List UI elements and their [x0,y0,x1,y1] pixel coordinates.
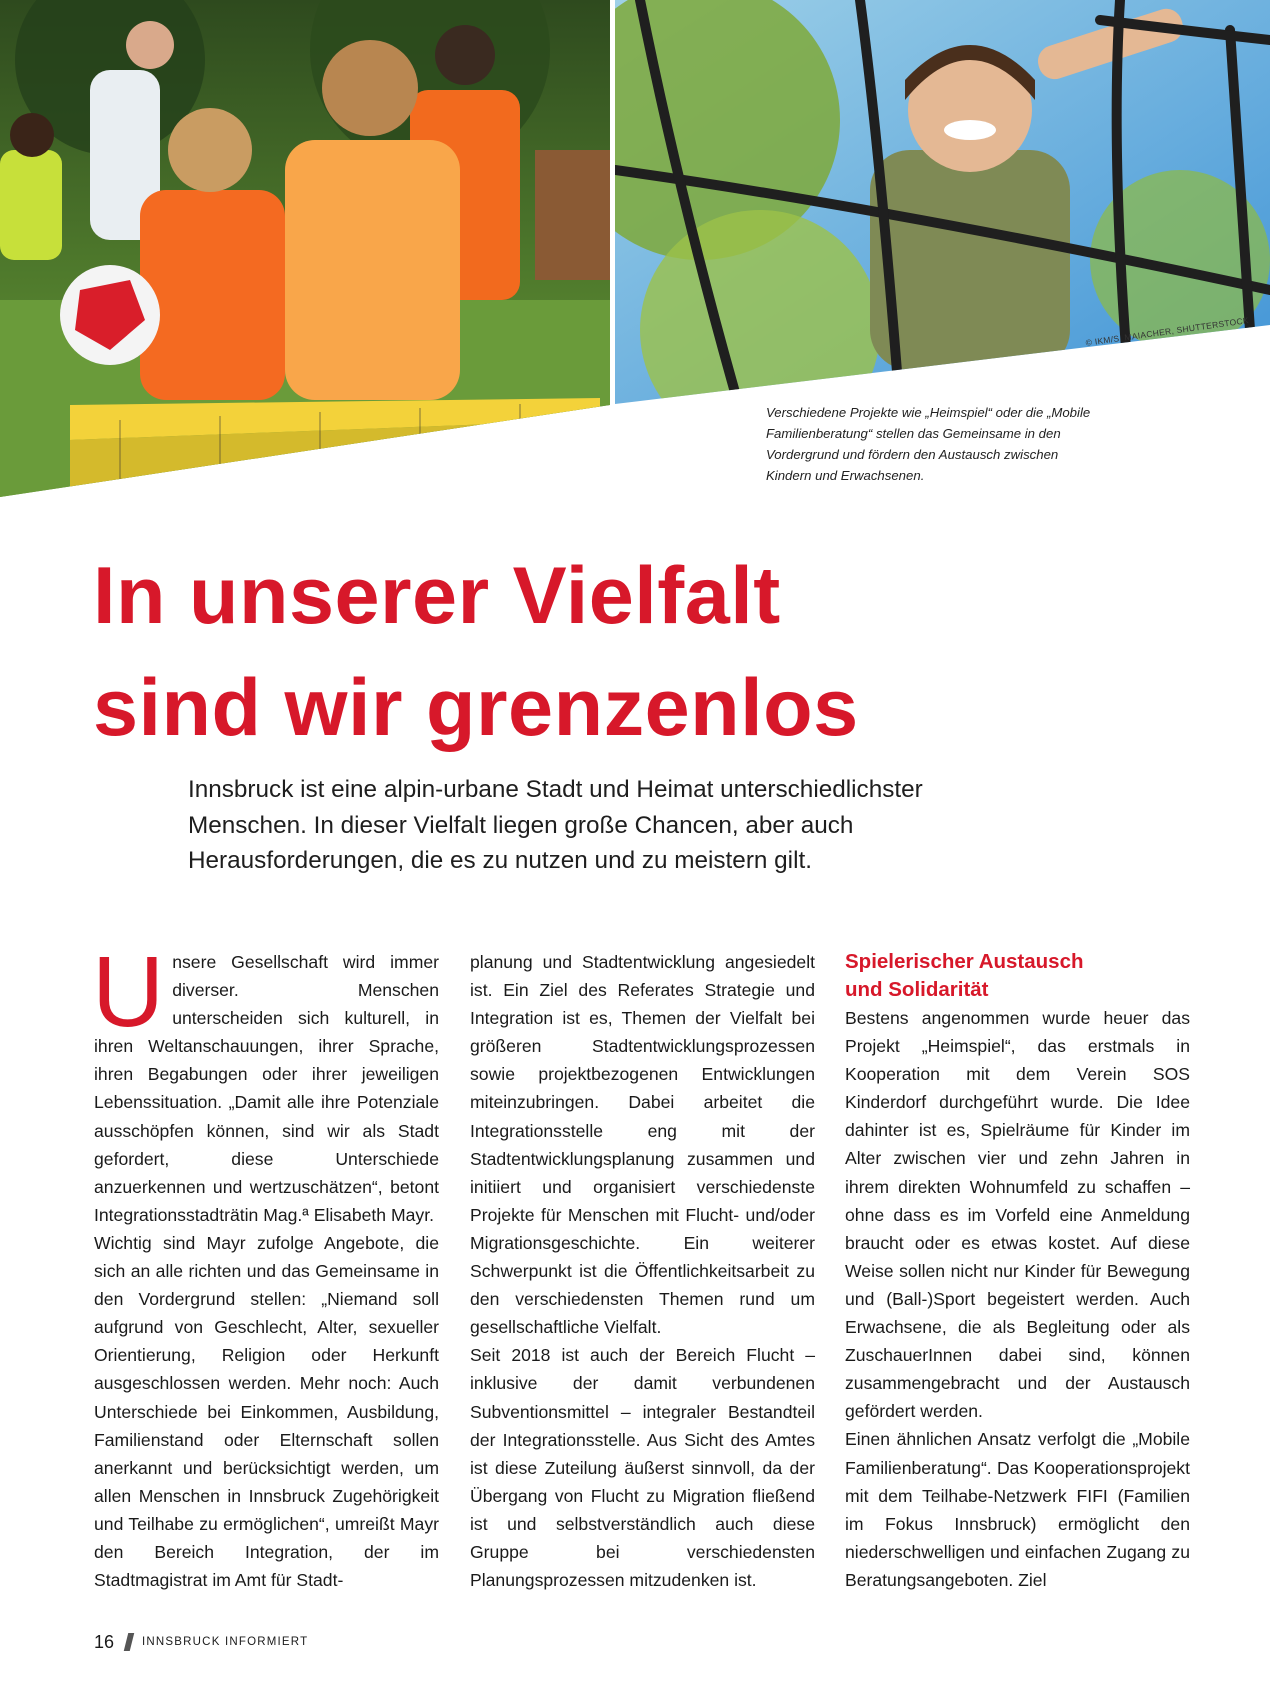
headline-line-1: In unserer Vielfalt [93,551,781,641]
footer-divider [124,1633,134,1651]
column-2-paragraph-2: Seit 2018 ist auch der Bereich Flucht – inklusive der damit verbundenen Subventionsmittel – integraler Bestandteil der Integrationsstelle. Aus Sicht des Amtes ist diese Zuteilung äußerst sinnvoll, da der Übergang von Flucht zu Migration fließend ist und selbstverständlich auch diese Gruppe bei verschiedensten Planungsprozessen mitzudenken ist. [470,1345,815,1591]
headline-line-2: sind wir grenzenlos [93,663,859,753]
article-column-2 [470,948,815,1594]
section-subheading [845,948,1190,1004]
lead-paragraph: Innsbruck ist eine alpin-urbane Stadt und Heimat unterschiedlichster Menschen. In dieser Vielfalt liegen große Chancen, aber auch Herausforderungen, die es zu nutzen und zu meistern gilt. [188,776,923,874]
photo-child-climbing [560,0,1270,450]
photo-credit: © IKM/S. MAIACHER, SHUTTERSTOCK [1085,315,1250,348]
column-1-paragraph-1-text: nsere Gesellschaft wird immer diverser. Menschen unterscheiden sich kulturell, in ihren Weltanschauungen, ihrer Sprache, ihren Begabungen oder ihrer jeweiligen Lebenssituation. „Damit alle ihre Potenziale ausschöpfen können, sind wir als Stadt gefordert, diese Unterschiede anzuerkennen und wertzuschätzen“, betont Integrationsstadträtin Mag.ª Elisabeth Mayr. [94,952,439,1225]
subheading-line-1: Spielerischer Austausch [845,950,1084,973]
column-1-paragraph-2: Wichtig sind Mayr zufolge Angebote, die sich an alle richten und das Gemeinsame in den Vordergrund stellen: „Niemand soll aufgrund von Geschlecht, Alter, sexueller Orientierung, Religion oder Herkunft ausgeschlossen werden. Mehr noch: Auch Unterschiede bei Einkommen, Ausbildung, Familienstand oder Elternschaft sollen anerkannt und berücksichtigt werden, um allen Menschen in Innsbruck Zugehörigkeit und Teilhabe zu ermöglichen“, umreißt Mayr den Bereich Integration, der im Stadtmagistrat im Amt für Stadt- [94,1232,439,1591]
headline [93,540,1173,764]
column-3-paragraph-1: Bestens angenommen wurde heuer das Projekt „Heimspiel“, das erstmals in Kooperation mit dem Verein SOS Kinderdorf durchgeführt wurde. Die Idee dahinter ist es, Spielräume für Kinder im Alter zwischen vier und zehn Jahren in ihrem direkten Wohnumfeld zu schaffen – ohne dass es im Vorfeld eine Anmeldung braucht oder es etwas kostet. Auf diese Weise sollen nicht nur Kinder für Bewegung und (Ball-)Sport begeistert werden. Auch Erwachsene, die als Begleitung oder als ZuschauerInnen dabei sind, können zusammengebracht und der Austausch gefördert werden. [845,1008,1190,1422]
publication-name: INNSBRUCK INFORMIERT [142,1636,309,1648]
drop-cap: U [92,936,165,1048]
page-footer [94,1630,308,1654]
article-column-3 [845,948,1190,1594]
column-1-paragraph-1 [92,936,439,1229]
column-3-paragraph-2: Einen ähnlichen Ansatz verfolgt die „Mobile Familienberatung“. Das Kooperationsprojekt mit dem Teilhabe-Netzwerk FIFI (Familien im Fokus Innsbruck) ermöglicht den niederschwelligen und einfachen Zugang zu Beratungsangeboten. Ziel [845,1429,1190,1590]
article-column-1 [92,936,439,1594]
photo-caption: Verschiedene Projekte wie „Heimspiel“ oder die „Mobile Familienberatung“ stellen das Gemeinsame in den Vordergrund und fördern den Austausch zwischen Kindern und Erwachsenen. [766,405,1091,483]
subheading-line-2: und Solidarität [845,978,989,1001]
page-number: 16 [94,1631,115,1652]
column-2-paragraph-1: planung und Stadtentwicklung angesiedelt ist. Ein Ziel des Referates Strategie und Integration ist es, Themen der Vielfalt bei größeren Stadtentwicklungsprozessen sowie projektbezogenen Entwicklungen miteinzubringen. Dabei arbeitet die Integrationsstelle eng mit der Stadtentwicklungsplanung zusammen und initiiert und organisiert verschiedenste Projekte für Menschen mit Flucht- und/oder Migrationsgeschichte. Ein weiterer Schwerpunkt ist die Öffentlichkeitsarbeit zu den verschiedensten Themen rund um gesellschaftliche Vielfalt. [470,952,815,1338]
photo-kids-park [0,0,610,500]
